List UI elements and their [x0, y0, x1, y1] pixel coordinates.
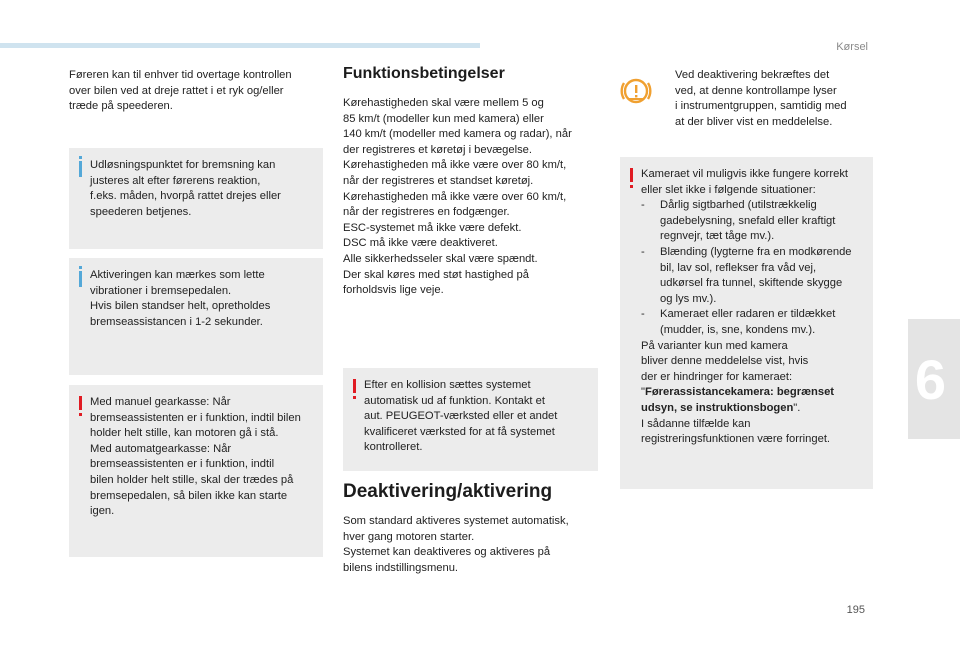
list-dash: - — [641, 245, 645, 258]
info-icon — [79, 266, 82, 269]
warning-icon-dot — [630, 185, 633, 188]
section-title: Kørsel — [836, 41, 868, 53]
camera-warning-end: I sådanne tilfælde kan registreringsfunktionen være forringet. — [641, 417, 831, 446]
conditions-paragraph: Kørehastigheden skal være mellem 5 og 85 km/t (modeller kun med kamera) eller 140 km/t (modeller med kamera og radar), når der registreres et køretøj i bevægelse. Kørehastigheden må ikke være over 80 km/t, når der registreres et standset køretøj. Kørehastigheden må ikke være over 60 km/t, når der registreres en fodgænger. ESC-systemet må ikke være defekt. DSC må ikke være deaktiveret. Alle sikkerhedsseler skal være spændt. Der skal køres med støt hastighed på forholdsvis lige veje. — [343, 97, 572, 297]
info-box-text: Udløsningspunktet for bremsning kan justeres alt efter førerens reaktion, f.eks. måden, hvorpå rattet drejes eller speederen betjenes. — [90, 159, 281, 218]
heading-deactivation: Deaktivering/aktivering — [343, 481, 553, 502]
lamp-paragraph: Ved deaktivering bekræftes det ved, at denne kontrollampe lyser i instrumentgruppen, samtidig med at der bliver vist en meddelelse. — [675, 69, 847, 128]
info-box-text: Aktiveringen kan mærkes som lette vibrationer i bremsepedalen. Hvis bilen standser helt, opretholdes bremseassistancen i 1-2 sekunder. — [90, 269, 271, 328]
heading-conditions: Funktionsbetingelser — [343, 65, 505, 82]
info-box-activation — [69, 258, 323, 375]
list-item-text: Dårlig sigtbarhed (utilstrækkelig gadebelysning, snefald eller kraftigt regnvejr, tæt tåge mv.). — [660, 199, 836, 243]
camera-warning-intro: Kameraet vil muligvis ikke fungere korrekt eller slet ikke i følgende situationer: — [641, 168, 849, 196]
warning-box-text: Med manuel gearkasse: Når bremseassistenten er i funktion, indtil bilen holder helt stille, kan motoren gå i stå. Med automatgearkasse: Når bremseassistenten er i funktion, indtil bilen holder helt stille, skal der trædes på bremsepedalen, så bilen ikke kan starte igen. — [90, 396, 301, 518]
dashboard-message: Førerassistancekamera: begrænset udsyn, se instruktionsbogen — [641, 386, 835, 414]
info-icon-bar — [79, 271, 82, 287]
list-item-text: Blænding (lygterne fra en modkørende bil, lav sol, reflekser fra våd vej, udkørsel fra tunnel, skiftende skygge og lys mv.). — [660, 245, 852, 305]
info-box-trigger-point — [69, 148, 323, 249]
header-accent-bar — [0, 43, 480, 48]
camera-warning-variant: På varianter kun med kamera bliver denne meddelelse vist, hvis der er hindringer for kameraet: — [641, 339, 809, 383]
info-icon — [79, 156, 82, 159]
warning-box-camera — [620, 157, 873, 489]
list-item-text: Kameraet eller radaren er tildækket (mudder, is, sne, kondens mv.). — [660, 308, 836, 336]
chapter-number: 6 — [914, 348, 946, 411]
warning-icon — [630, 168, 633, 182]
camera-warning-content — [641, 167, 867, 448]
warning-box-text: Efter en kollision sættes systemet automatisk ud af funktion. Kontakt et aut. PEUGEOT-værksted eller et andet kvalificeret værksted for at få systemet kontrolleret. — [364, 379, 558, 454]
info-icon-bar — [79, 161, 82, 177]
list-item — [641, 245, 867, 307]
list-item — [641, 307, 867, 338]
intro-paragraph: Føreren kan til enhver tid overtage kontrollen over bilen ved at dreje rattet i et ryk og/eller træde på speederen. — [69, 69, 292, 113]
warning-icon — [353, 379, 356, 393]
deactivation-paragraph: Som standard aktiveres systemet automatisk, hver gang motoren starter. Systemet kan deaktiveres og aktiveres på bilens indstillingsmenu. — [343, 515, 569, 574]
list-dash: - — [641, 308, 645, 321]
list-dash: - — [641, 199, 645, 212]
warning-icon-dot — [79, 413, 82, 416]
quote-close: ". — [793, 401, 801, 414]
warning-icon — [79, 396, 82, 410]
camera-warning-message-line — [641, 385, 867, 416]
brake-warning-lamp-icon — [619, 74, 653, 108]
warning-icon-dot — [353, 396, 356, 399]
quote-open: " — [641, 386, 645, 399]
camera-condition-list — [641, 198, 867, 338]
warning-box-gearbox — [69, 385, 323, 557]
warning-box-collision — [343, 368, 598, 471]
list-item — [641, 198, 867, 245]
page-number: 195 — [846, 604, 865, 616]
